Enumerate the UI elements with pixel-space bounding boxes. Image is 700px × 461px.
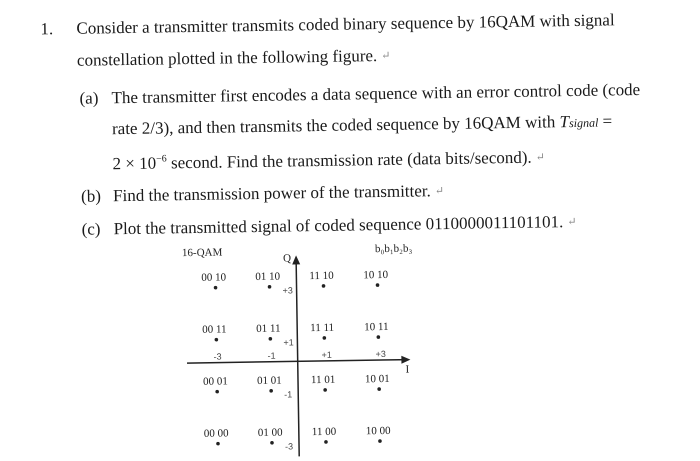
i-tick-label: -3 — [213, 351, 222, 362]
i-axis-label: I — [405, 363, 410, 376]
constellation-point-label: 01 01 — [256, 374, 282, 388]
part-b-text-content: Find the transmission power of the transmitter. — [112, 181, 431, 206]
q-axis — [296, 257, 299, 461]
q-tick-label: +3 — [282, 285, 293, 296]
constellation-point — [269, 389, 273, 393]
constellation-point — [377, 387, 381, 391]
question-intro-line1: Consider a transmitter transmits coded binary sequence by 16QAM with signal — [76, 10, 615, 38]
q-tick-label: +1 — [283, 337, 294, 348]
return-mark-icon: ↵ — [535, 151, 546, 164]
constellation-point — [268, 285, 272, 289]
part-a-exponent: −6 — [156, 153, 167, 165]
question-number: 1. — [40, 19, 54, 39]
constellation-point — [215, 338, 219, 342]
q-tick-label: -1 — [284, 389, 293, 400]
constellation-point-label: 01 10 — [255, 270, 281, 284]
constellation-point — [215, 390, 219, 394]
part-c-text-content: Plot the transmitted signal of coded sequence 0110000011101101. — [113, 212, 564, 239]
part-a-line2-text: rate 2/3), and then transmits the coded sequence by 16QAM with — [111, 112, 560, 139]
constellation-point-label: 00 11 — [202, 323, 227, 336]
figure-title: 16-QAM — [181, 246, 223, 260]
constellation-point — [214, 286, 218, 290]
t-signal-symbol: T — [559, 112, 570, 132]
return-mark-icon: ↵ — [567, 215, 577, 229]
part-a-label: (a) — [79, 88, 99, 108]
constellation-point-label: 01 11 — [256, 322, 281, 336]
constellation-point — [378, 439, 382, 443]
constellation-point — [269, 337, 273, 341]
constellation-point-label: 00 01 — [202, 375, 228, 388]
i-tick-label: +1 — [321, 349, 332, 360]
constellation-point-label: 01 00 — [257, 426, 283, 440]
constellation-point-label: 11 01 — [310, 373, 336, 387]
constellation-point — [377, 335, 381, 339]
constellation-point — [323, 388, 327, 392]
part-b-label: (b) — [80, 186, 102, 206]
part-a-equals: = — [598, 111, 613, 131]
constellation-point — [322, 284, 326, 288]
part-a-line3-pre: 2 × 10 — [112, 153, 157, 174]
constellation-point — [324, 440, 328, 444]
q-axis-label: Q — [283, 252, 292, 265]
constellation-point-label: 10 10 — [363, 268, 389, 282]
q-axis-arrow — [292, 255, 300, 264]
part-a-line3-post: second. Find the transmission rate (data bits/second). — [166, 147, 532, 173]
i-tick-label: +3 — [375, 348, 386, 360]
constellation-point-label: 10 01 — [364, 372, 390, 386]
constellation-point-label: 11 11 — [310, 321, 335, 335]
t-signal-subscript: signal — [568, 115, 599, 131]
constellation-point — [270, 441, 274, 445]
constellation-point-label: 00 10 — [201, 271, 227, 284]
part-a-line1: The transmitter first encodes a data sequence with an error control code (code — [111, 79, 641, 108]
constellation-point-label: 10 00 — [365, 424, 391, 438]
constellation-point-label: 10 11 — [364, 320, 389, 334]
q-tick-label: -3 — [284, 441, 294, 452]
constellation-point — [216, 442, 220, 446]
i-tick-label: -1 — [267, 350, 276, 361]
tick-labels — [213, 284, 388, 453]
constellation-point-label: 11 10 — [309, 269, 334, 283]
question-intro-line2-text: constellation plotted in the following figure. — [76, 46, 378, 70]
return-mark-icon: ↵ — [381, 49, 391, 63]
i-axis-arrow — [401, 356, 410, 364]
bit-order-label: b₀b₁b₂b₃ — [374, 242, 413, 256]
constellation-point-label: 00 00 — [203, 427, 229, 440]
constellation-point — [376, 283, 380, 287]
constellation-point — [323, 336, 327, 340]
part-c-label: (c) — [81, 219, 101, 239]
constellation-point-label: 11 00 — [311, 425, 337, 439]
return-mark-icon: ↵ — [434, 185, 445, 198]
